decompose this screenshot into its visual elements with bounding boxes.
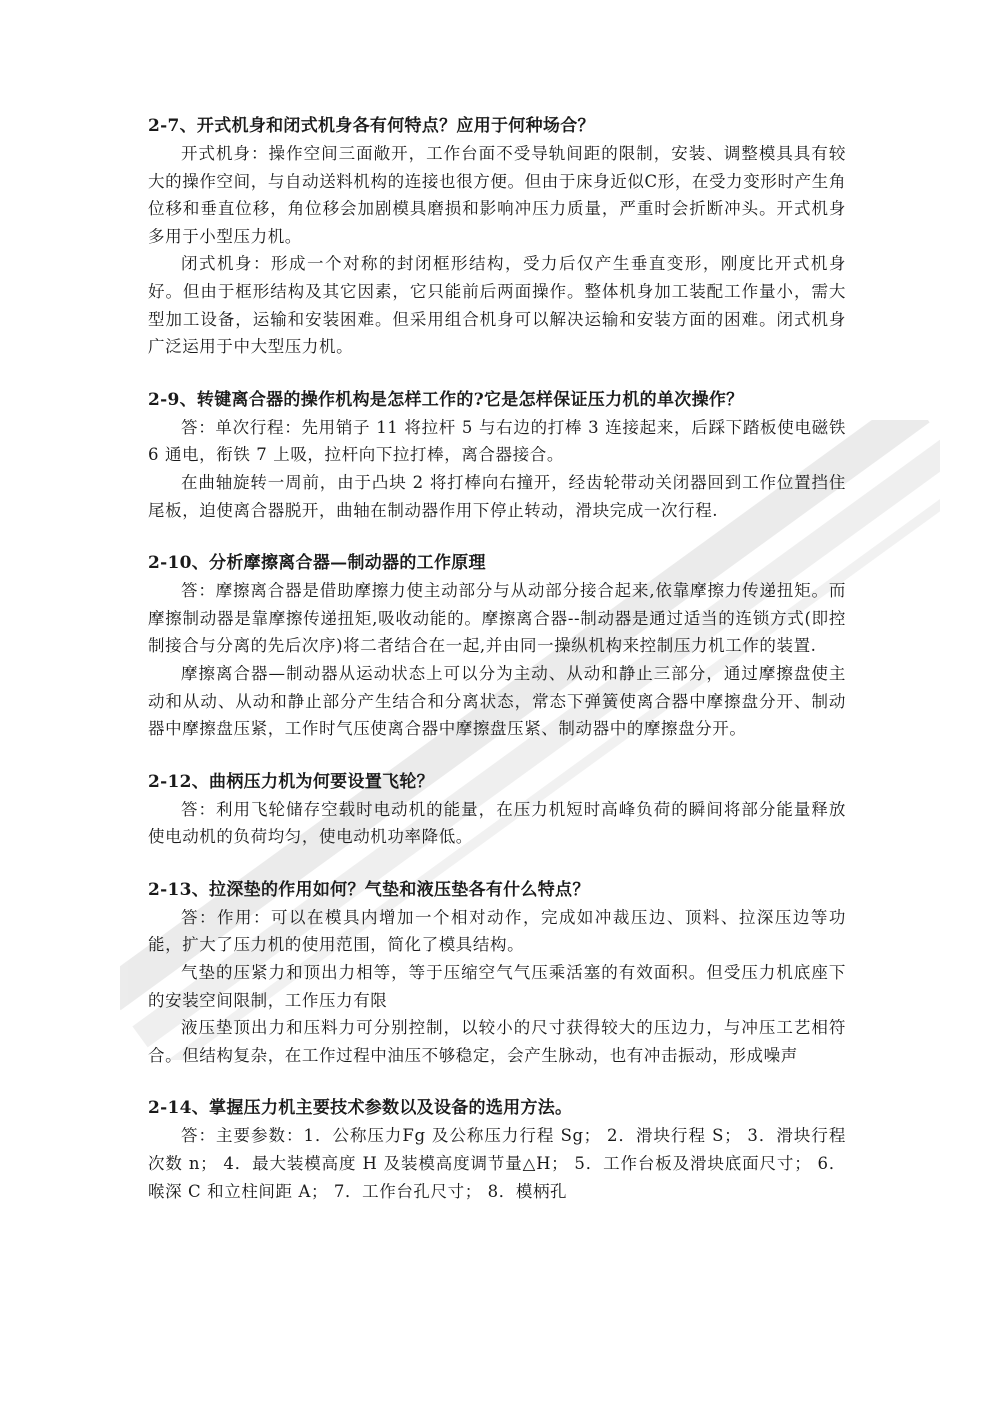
section-2-14 (148, 1094, 846, 1205)
answer-paragraph: 气垫的压紧力和顶出力相等，等于压缩空气气压乘活塞的有效面积。但受压力机底座下的安装空间限制，工作压力有限 (148, 963, 846, 1010)
section-2-12 (148, 768, 846, 851)
section-2-10 (148, 549, 846, 743)
question-heading: 2-7、开式机身和闭式机身各有何特点？应用于何种场合？ (148, 116, 595, 136)
answer-paragraph: 答：利用飞轮储存空载时电动机的能量，在压力机短时高峰负荷的瞬间将部分能量释放使电动机的负荷均匀，使电动机功率降低。 (148, 799, 846, 847)
answer-paragraph: 闭式机身：形成一个对称的封闭框形结构，受力后仅产生垂直变形，刚度比开式机身好。但由于框形结构及其它因素，它只能前后两面操作。整体机身加工装配工作量小，需大型加工设备，运输和安装困难。但采用组合机身可以解决运输和安装方面的困难。闭式机身广泛运用于中大型压力机。 (148, 254, 846, 357)
question-heading: 2-13、拉深垫的作用如何？气垫和液压垫各有什么特点？ (148, 879, 590, 900)
answer-paragraph: 答：主要参数：1．公称压力Fg 及公称压力行程 Sg； 2．滑块行程 S； 3．滑块行程次数 n； 4．最大装模高度 H 及装模高度调节量△H； 5．工作台板及滑块底面尺寸； 6．喉深 C 和立柱间距 A； 7．工作台孔尺寸； 8．模柄孔 (148, 1126, 846, 1201)
question-heading: 2-9、转键离合器的操作机构是怎样工作的?它是怎样保证压力机的单次操作？ (148, 389, 744, 410)
section-2-9 (148, 386, 846, 524)
answer-paragraph: 在曲轴旋转一周前，由于凸块 2 将打棒向右撞开，经齿轮带动关闭器回到工作位置挡住尾板，迫使离合器脱开，曲轴在制动器作用下停止转动，滑块完成一次行程. (148, 472, 846, 520)
answer-paragraph: 答：作用：可以在模具内增加一个相对动作，完成如冲裁压边、顶料、拉深压边等功能，扩大了压力机的使用范围，简化了模具结构。 (148, 907, 846, 955)
answer-paragraph: 答：单次行程：先用销子 11 将拉杆 5 与右边的打棒 3 连接起来，后踩下踏板使电磁铁 6 通电，衔铁 7 上吸，拉杆向下拉打棒，离合器接合。 (148, 417, 846, 465)
document-page (148, 112, 846, 1230)
section-2-13 (148, 876, 846, 1070)
section-2-7 (148, 112, 846, 361)
question-heading: 2-12、曲柄压力机为何要设置飞轮？ (148, 771, 434, 792)
question-heading: 2-14、掌握压力机主要技术参数以及设备的选用方法。 (148, 1098, 573, 1119)
question-heading: 2-10、分析摩擦离合器—制动器的工作原理 (148, 553, 486, 574)
answer-paragraph: 摩擦离合器—制动器从运动状态上可以分为主动、从动和静止三部分，通过摩擦盘使主动和从动、从动和静止部分产生结合和分离状态，常态下弹簧使离合器中摩擦盘分开、制动器中摩擦盘压紧，工作时气压使离合器中摩擦盘压紧、制动器中的摩擦盘分开。 (148, 663, 846, 739)
answer-paragraph: 开式机身：操作空间三面敞开，工作台面不受导轨间距的限制，安装、调整模具具有较大的操作空间，与自动送料机构的连接也很方便。但由于床身近似C形，在受力变形时产生角位移和垂直位移，角位移会加剧模具磨损和影响冲压力质量，严重时会折断冲头。开式机身多用于小型压力机。 (148, 144, 846, 246)
answer-paragraph: 答：摩擦离合器是借助摩擦力使主动部分与从动部分接合起来,依靠摩擦力传递扭矩。而摩擦制动器是靠摩擦传递扭矩,吸收动能的。摩擦离合器--制动器是通过适当的连锁方式(即控制接合与分离的先后次序)将二者结合在一起,并由同一操纵机构来控制压力机工作的装置. (148, 581, 846, 656)
answer-paragraph: 液压垫顶出力和压料力可分别控制，以较小的尺寸获得较大的压边力，与冲压工艺相符合。但结构复杂，在工作过程中油压不够稳定，会产生脉动，也有冲击振动，形成噪声 (148, 1018, 846, 1065)
